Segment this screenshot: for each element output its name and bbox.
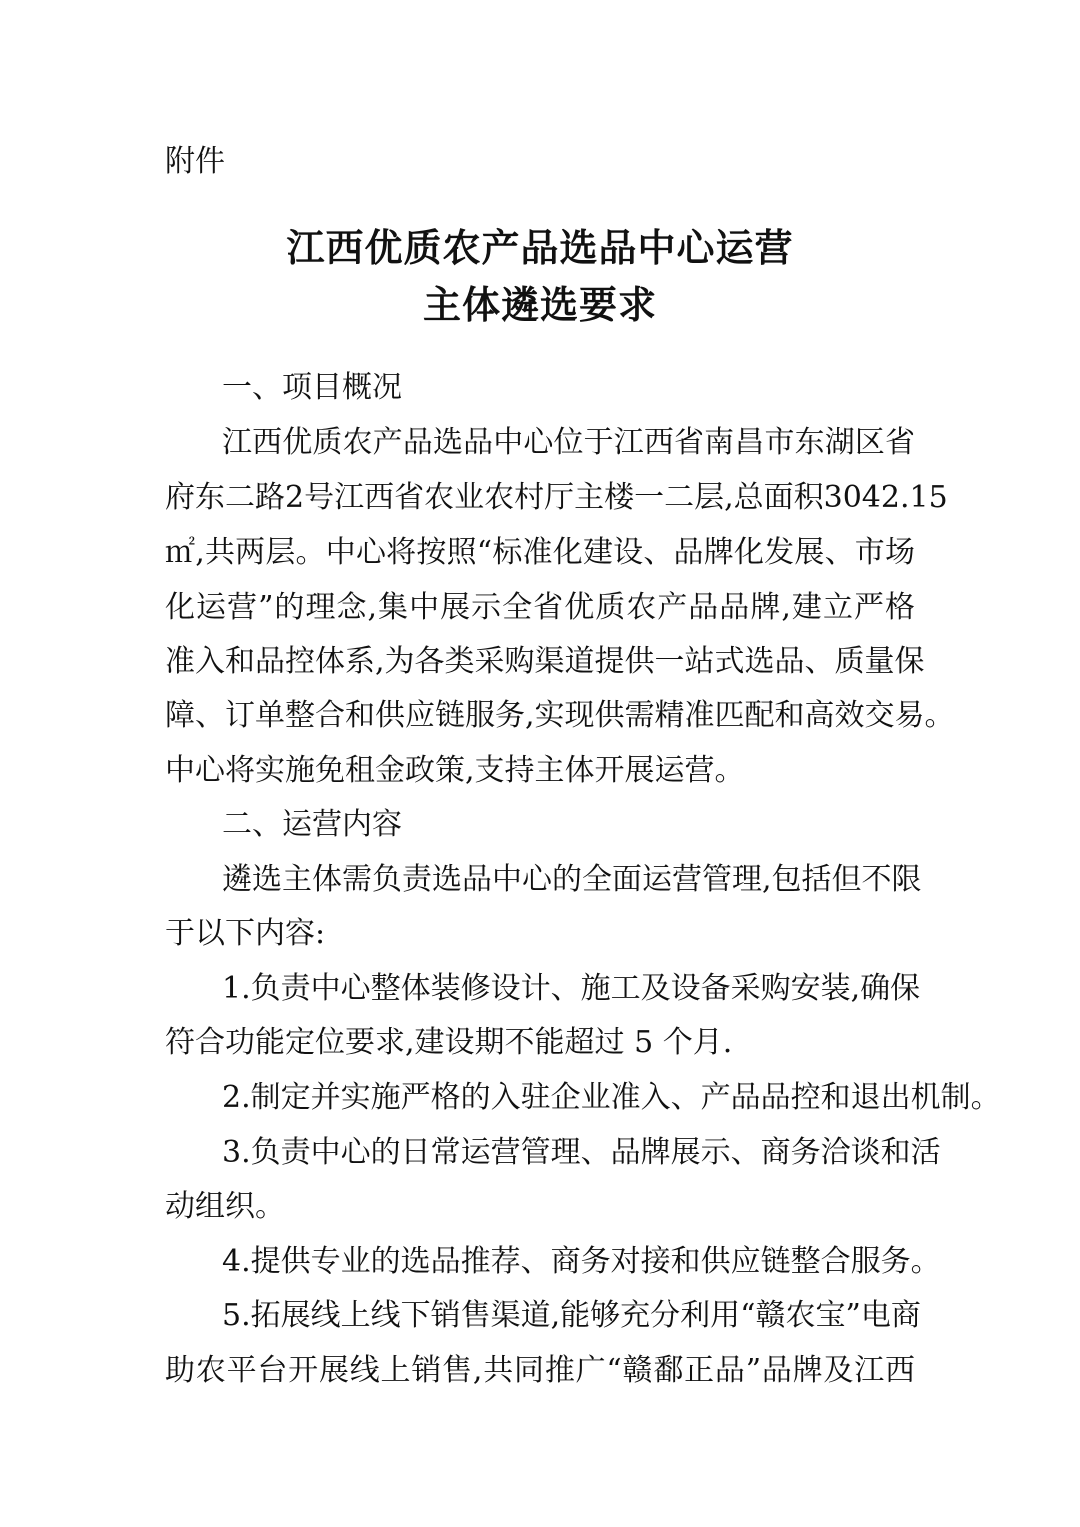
list-item-line: 3.负责中心的日常运营管理、品牌展示、商务洽谈和活 [222, 1135, 941, 1170]
paragraph-line: 准入和品控体系,为各类采购渠道提供一站式选品、质量保 [165, 644, 925, 679]
paragraph-line: 江西优质农产品选品中心位于江西省南昌市东湖区省 [222, 425, 915, 460]
paragraph-line: ㎡,共两层。中心将按照“标准化建设、品牌化发展、市场 [165, 535, 915, 570]
section-heading-overview: 一、项目概况 [222, 370, 402, 405]
document-title-line-2: 主体遴选要求 [422, 283, 657, 327]
paragraph-line: 府东二路2号江西省农业农村厅主楼一二层,总面积3042.15 [165, 480, 948, 515]
paragraph-line: 化运营”的理念,集中展示全省优质农产品品牌,建立严格 [165, 590, 915, 625]
document-title-line-1: 江西优质农产品选品中心运营 [286, 226, 794, 270]
list-item-line: 2.制定并实施严格的入驻企业准入、产品品控和退出机制。 [222, 1080, 1001, 1115]
section-heading-operations: 二、运营内容 [222, 807, 402, 842]
list-item-line: 助农平台开展线上销售,共同推广“赣鄱正品”品牌及江西 [165, 1353, 915, 1388]
list-item-line: 5.拓展线上线下销售渠道,能够充分利用“赣农宝”电商 [222, 1298, 921, 1333]
list-item-line: 1.负责中心整体装修设计、施工及设备采购安装,确保 [222, 971, 921, 1006]
paragraph-line: 障、订单整合和供应链服务,实现供需精准匹配和高效交易。 [165, 698, 955, 733]
paragraph-line: 中心将实施免租金政策,支持主体开展运营。 [165, 753, 745, 788]
list-item-line: 符合功能定位要求,建设期不能超过 5 个月. [165, 1025, 733, 1060]
paragraph-line: 遴选主体需负责选品中心的全面运营管理,包括但不限 [222, 862, 922, 897]
paragraph-line: 于以下内容: [165, 916, 326, 951]
attachment-label: 附件 [165, 144, 225, 179]
list-item-line: 4.提供专业的选品推荐、商务对接和供应链整合服务。 [222, 1244, 941, 1279]
list-item-line: 动组织。 [165, 1189, 285, 1224]
